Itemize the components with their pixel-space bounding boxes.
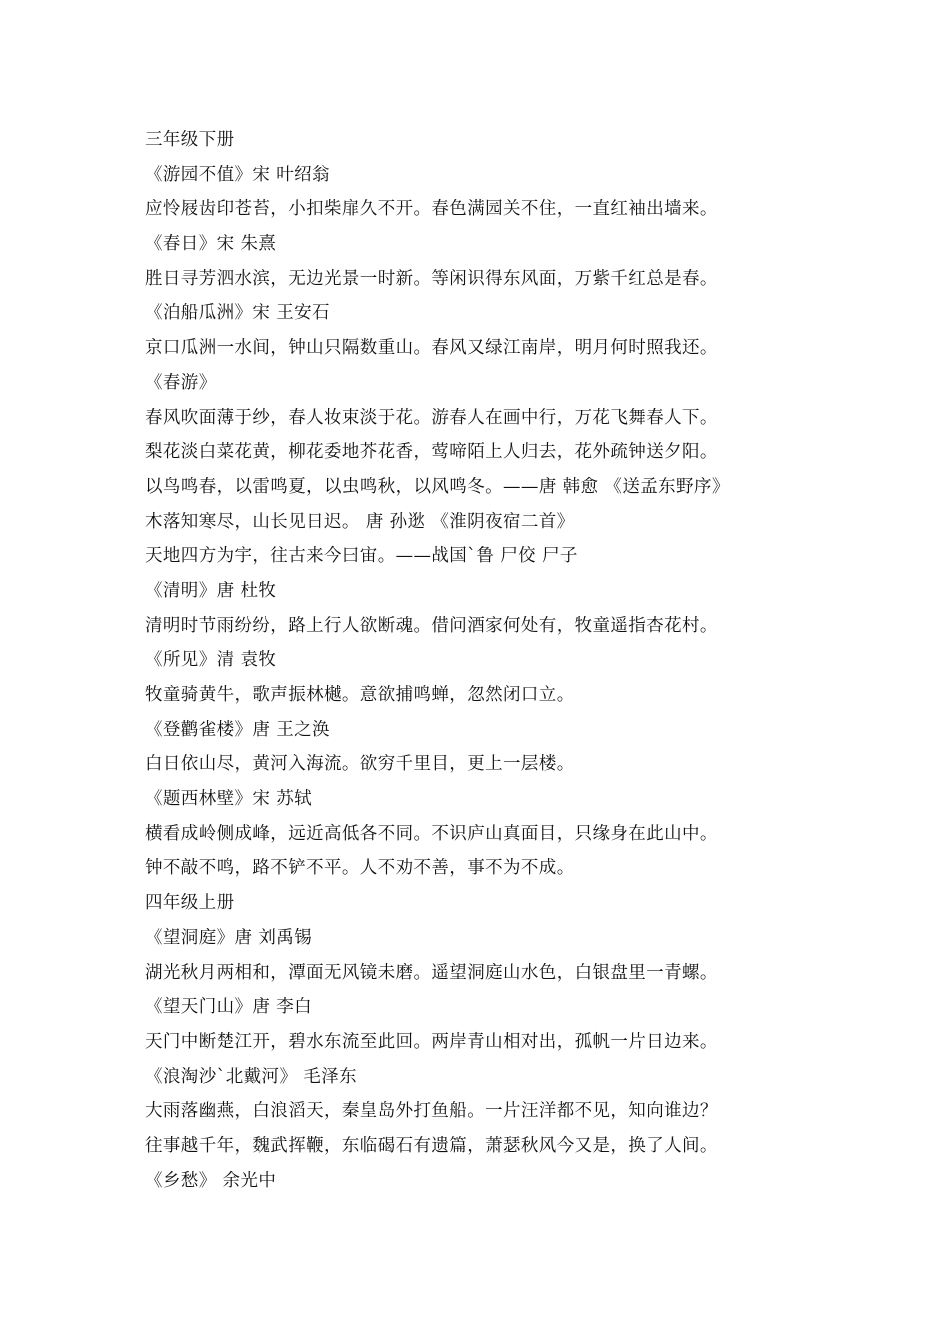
section-heading-grade3-spring: 三年级下册 [145,130,235,150]
poem-text: 应怜屐齿印苍苔，小扣柴扉久不开。春色满园关不住，一直红袖出墙来。 [145,199,718,220]
poem-title: 《浪淘沙`北戴河》 毛泽东 [145,1066,358,1087]
poem-title: 《清明》唐 杜牧 [145,580,277,601]
poem-text: 往事越千年，魏武挥鞭，东临碣石有遗篇，萧瑟秋风今又是，换了人间。 [145,1135,718,1156]
poem-text: 天门中断楚江开，碧水东流至此回。两岸青山相对出，孤帆一片日边来。 [145,1031,718,1052]
quote-text: 天地四方为宇，往古来今曰宙。——战国`鲁 尸佼 尸子 [145,546,578,567]
poem-text: 湖光秋月两相和，潭面无风镜未磨。遥望洞庭山水色，白银盘里一青螺。 [145,962,718,983]
poem-title: 《望天门山》唐 李白 [145,997,313,1018]
quote-text: 钟不敲不鸣，路不铲不平。人不劝不善，事不为不成。 [145,858,575,879]
poem-text: 京口瓜洲一水间，钟山只隔数重山。春风又绿江南岸，明月何时照我还。 [145,338,718,359]
poem-text: 白日依山尽，黄河入海流。欲穷千里目，更上一层楼。 [145,754,575,775]
document-body [145,123,845,1198]
quote-text: 以鸟鸣春，以雷鸣夏，以虫鸣秋，以风鸣冬。——唐 韩愈 《送孟东野序》 [145,476,730,497]
poem-title: 《春日》宋 朱熹 [145,234,277,255]
poem-title: 《乡愁》 余光中 [145,1170,277,1191]
poem-title: 《登鹳雀楼》唐 王之涣 [145,719,330,740]
poem-title: 《泊船瓜洲》宋 王安石 [145,303,330,324]
section-heading-grade4-autumn: 四年级上册 [145,893,235,914]
poem-text: 清明时节雨纷纷，路上行人欲断魂。借问酒家何处有，牧童遥指杏花村。 [145,615,718,636]
poem-text: 横看成岭侧成峰，远近高低各不同。不识庐山真面目，只缘身在此山中。 [145,823,718,844]
poem-title: 《望洞庭》唐 刘禹锡 [145,927,313,948]
poem-text: 梨花淡白菜花黄，柳花委地芥花香，莺啼陌上人归去，花外疏钟送夕阳。 [145,442,718,463]
poem-text: 大雨落幽燕，白浪滔天，秦皇岛外打鱼船。一片汪洋都不见，知向谁边？ [145,1101,718,1122]
quote-text: 木落知寒尽，山长见日迟。 唐 孙逖 《淮阴夜宿二首》 [145,511,575,532]
poem-title: 《所见》清 袁牧 [145,650,277,671]
poem-text: 春风吹面薄于纱，春人妆束淡于花。游春人在画中行，万花飞舞春人下。 [145,407,718,428]
poem-title: 《游园不值》宋 叶绍翁 [145,164,330,185]
poem-text: 牧童骑黄牛，歌声振林樾。意欲捕鸣蝉，忽然闭口立。 [145,685,575,705]
poem-text: 胜日寻芳泗水滨，无边光景一时新。等闲识得东风面，万紫千红总是春。 [145,268,718,289]
poem-title: 《春游》 [145,372,217,393]
poem-title: 《题西林壁》宋 苏轼 [145,789,313,810]
